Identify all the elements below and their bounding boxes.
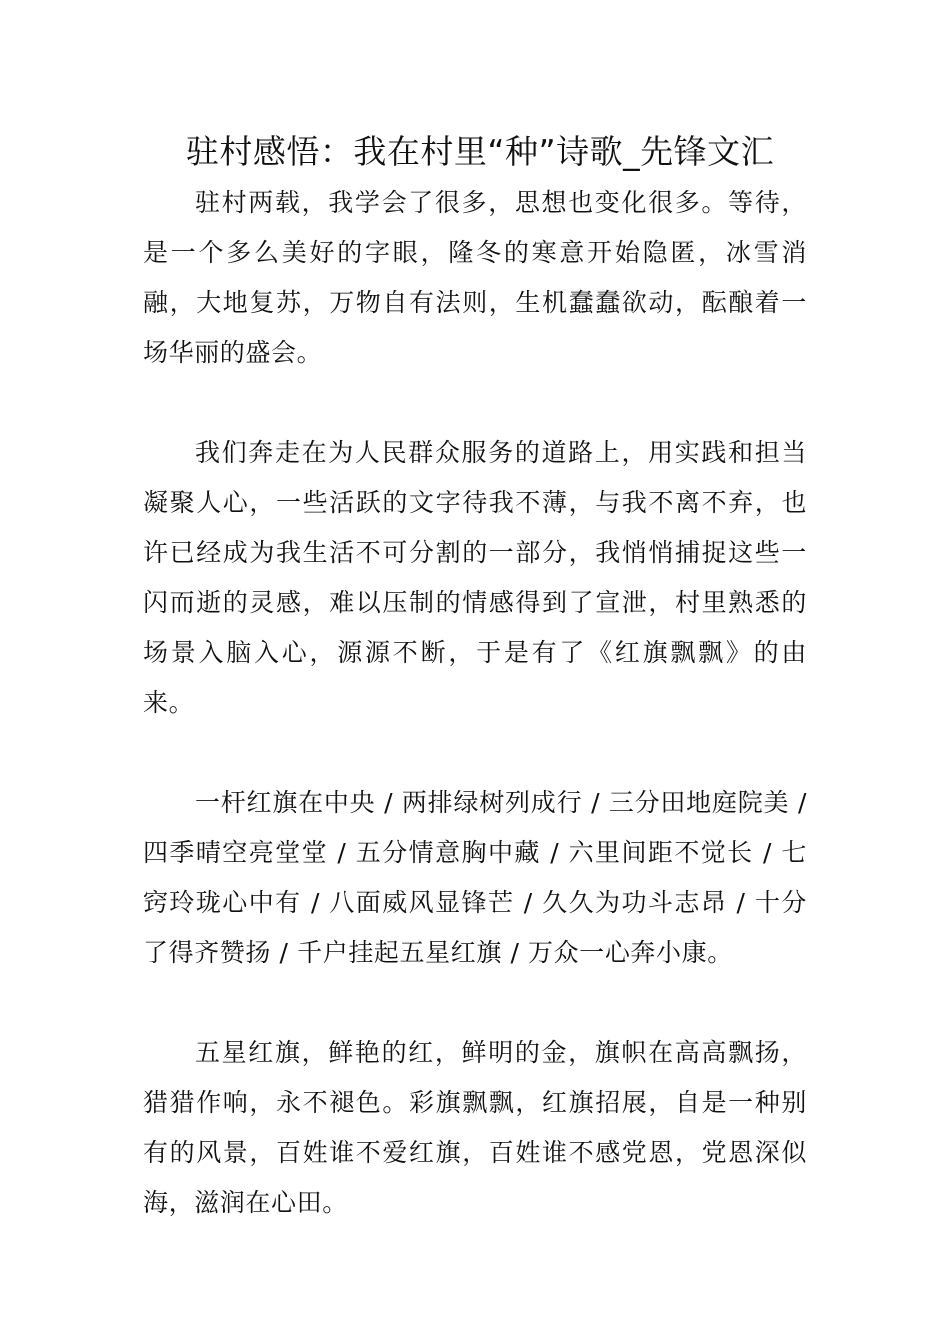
paragraph-poem: 一杆红旗在中央 / 两排绿树列成行 / 三分田地庭院美 / 四季晴空亮堂堂 / 五分情意胸中藏 / 六里间距不觉长 / 七窍玲珑心中有 / 八面威风显锋芒 / 久久为功斗志昂 / 十分了得齐赞扬 / 千户挂起五星红旗 / 万众一心奔小康。 [143,788,807,967]
document-title: 驻村感悟：我在村里“种”诗歌_先锋文汇 [185,132,775,171]
paragraph-inspiration: 我们奔走在为人民群众服务的道路上，用实践和担当凝聚人心，一些活跃的文字待我不薄，与我不离不弃，也许已经成为我生活不可分割的一部分，我悄悄捕捉这些一闪而逝的灵感，难以压制的情感得到了宣泄，村里熟悉的场景入脑入心，源源不断，于是有了《红旗飘飘》的由来。 [143,438,807,717]
paragraph-intro: 驻村两载，我学会了很多，思想也变化很多。等待，是一个多么美好的字眼，隆冬的寒意开始隐匿，冰雪消融，大地复苏，万物自有法则，生机蠢蠢欲动，酝酿着一场华丽的盛会。 [143,188,807,367]
document-body [143,178,807,1278]
paragraph-red-flag: 五星红旗，鲜艳的红，鲜明的金，旗帜在高高飘扬，猎猎作响，永不褪色。彩旗飘飘，红旗招展，自是一种别有的风景，百姓谁不爱红旗，百姓谁不感党恩，党恩深似海，滋润在心田。 [143,1038,807,1217]
